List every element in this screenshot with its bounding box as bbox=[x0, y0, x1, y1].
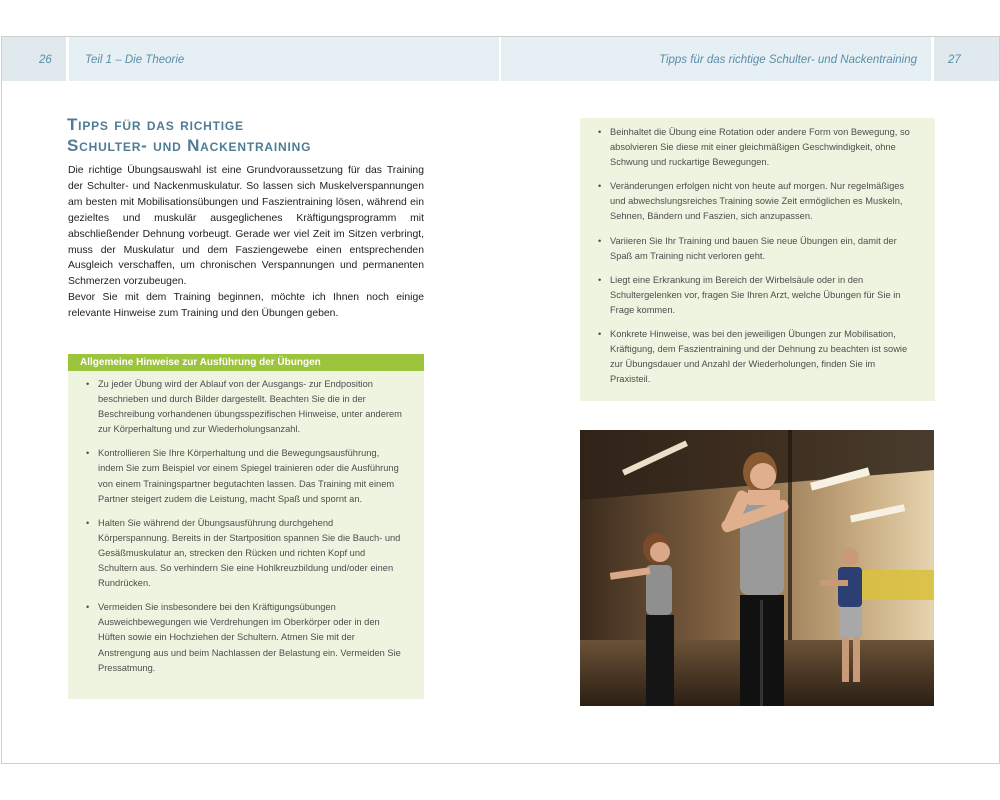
list-item: • Veränderungen erfolgen nicht von heute auf morgen. Nur regelmäßiges und abwechslungsreiches Training sowie Zeit ermöglichen es Muskeln, Sehnen, Bändern und Faszien, sich anzupassen. bbox=[595, 179, 915, 224]
article-title-line-2: Schulter- und Nackentraining bbox=[67, 136, 312, 155]
hint-list-left bbox=[83, 377, 403, 685]
article-body bbox=[68, 163, 424, 322]
list-item: • Kontrollieren Sie Ihre Körperhaltung und die Bewegungsausführung, indem Sie zum Beispiel vor einem Spiegel trainieren oder die Ausführung von einem Trainingspartner begutachten lassen. Das Training mit einem Partner steigert zudem die Leistung, macht Spaß und spornt an. bbox=[83, 446, 403, 506]
hint-box-right bbox=[580, 118, 935, 401]
gym-photo-illustration bbox=[580, 430, 934, 706]
list-item: • Variieren Sie Ihr Training und bauen Sie neue Übungen ein, damit der Spaß am Training nicht verloren geht. bbox=[595, 234, 915, 264]
right-running-title: Tipps für das richtige Schulter- und Nackentraining bbox=[659, 54, 917, 66]
list-item: • Zu jeder Übung wird der Ablauf von der Ausgangs- zur Endposition beschrieben und durch Bilder dargestellt. Beachten Sie die in der Beschreibung vorhandenen übungsspezifischen Hinweise, unter anderem zur Körperhaltung und zur Wiederholungsanzahl. bbox=[83, 377, 403, 437]
list-item: • Konkrete Hinweise, was bei den jeweiligen Übungen zur Mobilisation, Kräftigung, dem Faszientraining und der Dehnung zu beachten ist sowie zur Übungsdauer und Anzahl der Wiederholungen, finden Sie im Praxisteil. bbox=[595, 327, 915, 387]
left-page-number: 26 bbox=[39, 54, 52, 66]
list-item: • Beinhaltet die Übung eine Rotation oder andere Form von Bewegung, so absolvieren Sie diese mit einer gleichmäßigen Geschwindigkeit, ohne Schwung und ruckartige Bewegungen. bbox=[595, 125, 915, 170]
body-paragraph-2: Bevor Sie mit dem Training beginnen, möchte ich Ihnen noch einige relevante Hinweise zum Training und den Übungen geben. bbox=[68, 292, 424, 320]
list-item: • Vermeiden Sie insbesondere bei den Kräftigungsübungen Ausweichbewegungen wie Verdrehungen im Oberkörper oder in den Hüften sowie ein Hochziehen der Schultern. Atmen Sie mit der Anstrengung aus und beim Nachlassen der Belastung ein. Vermeiden Sie Pressatmung. bbox=[83, 600, 403, 675]
list-item: • Halten Sie während der Übungsausführung durchgehend Körperspannung. Bereits in der Startposition spannen Sie die Bauch- und Gesäßmuskulatur an, strecken den Rücken und richten Kopf und Schultern aus. So verhindern Sie eine Hohlkreuzbildung und/oder einen Rundrücken. bbox=[83, 516, 403, 591]
right-page-number-tab bbox=[934, 37, 999, 81]
hint-box-title: Allgemeine Hinweise zur Ausführung der Übungen bbox=[80, 357, 321, 368]
left-page-number-tab bbox=[2, 37, 66, 81]
book-spread bbox=[1, 36, 1000, 764]
body-paragraph-1: Die richtige Übungsauswahl ist eine Grundvoraussetzung für das Training der Schulter- und Nackenmuskulatur. So lassen sich Muskelverspannungen am besten mit Mobilisationsübungen und Faszientraining lösen, während ein gezieltes und muskulär ausgeglichenes Kräftigungsprogramm mit abschließender Dehnung vorbeugt. Gerade wer viel Zeit im Sitzen verbringt, muss der Muskulatur und dem Fasziengewebe einen entsprechenden Ausgleich verschaffen, um chronischen Verspannungen und permanenten Schmerzen vorzubeugen. bbox=[68, 165, 424, 288]
left-running-title: Teil 1 – Die Theorie bbox=[85, 54, 185, 66]
article-title-line-1: Tipps für das richtige bbox=[67, 115, 244, 134]
hint-box-heading bbox=[68, 354, 424, 371]
hint-list-right bbox=[595, 125, 915, 396]
gym-stretching-photo bbox=[580, 430, 934, 706]
hint-box-left bbox=[68, 371, 424, 699]
list-item: • Liegt eine Erkrankung im Bereich der Wirbelsäule oder in den Schultergelenken vor, fragen Sie Ihren Arzt, welche Übungen für Sie in Frage kommen. bbox=[595, 273, 915, 318]
article-title bbox=[67, 114, 311, 156]
right-page-number: 27 bbox=[948, 54, 961, 66]
